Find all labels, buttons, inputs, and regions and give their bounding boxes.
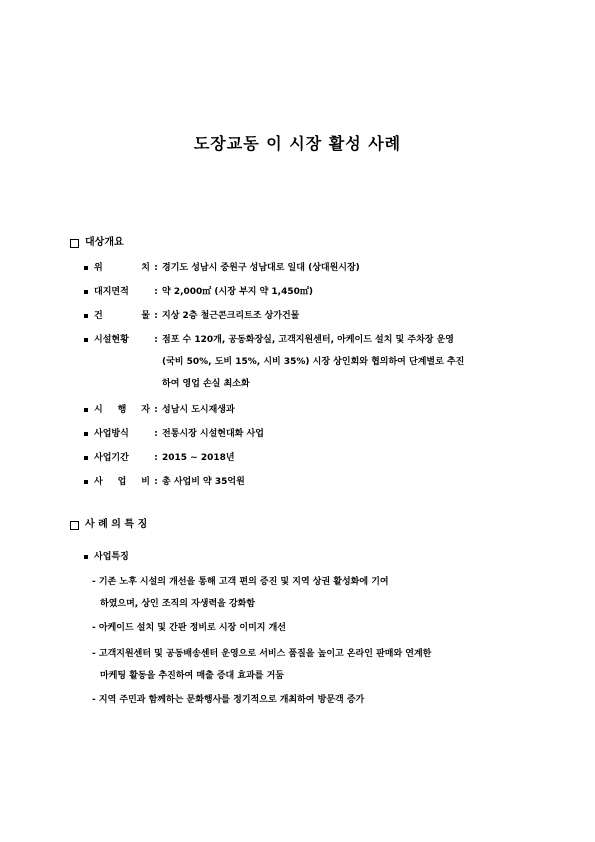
info-value: 총 사업비 약 35억원 [162, 477, 245, 487]
section-heading-label: 대상개요 [85, 237, 124, 248]
bullet-icon [84, 314, 88, 318]
info-value: 전통시장 시설현대화 사업 [162, 429, 264, 439]
section-heading-overview [70, 236, 124, 250]
checkbox-square-icon [70, 521, 79, 530]
feature-item: - 아케이드 설치 및 간판 정비로 시장 이미지 개선 [92, 623, 286, 633]
subheading-project-features [84, 551, 129, 563]
bullet-icon [84, 432, 88, 436]
info-label: 건 물 [94, 311, 150, 321]
info-row-building [84, 310, 299, 322]
colon-separator: : [154, 477, 158, 487]
bullet-icon [84, 266, 88, 270]
document-title: 도장교동 이 시장 활성 사례 [193, 134, 402, 153]
info-row-site-area [84, 286, 313, 298]
section-heading-features [70, 518, 147, 532]
colon-separator: : [154, 287, 158, 297]
info-continuation: 하여 영업 손실 최소화 [162, 379, 250, 389]
subheading-label: 사업특징 [94, 552, 129, 562]
bullet-icon [84, 290, 88, 294]
info-label: 사 업 비 [94, 477, 150, 487]
feature-item: - 지역 주민과 함께하는 문화행사를 정기적으로 개최하여 방문객 증가 [92, 695, 365, 705]
bullet-icon [84, 456, 88, 460]
colon-separator: : [154, 405, 158, 415]
bullet-icon [84, 480, 88, 484]
colon-separator: : [154, 335, 158, 345]
info-row-budget [84, 476, 245, 488]
bullet-icon [84, 338, 88, 342]
info-label: 사업방식 [94, 429, 129, 439]
info-label: 사업기간 [94, 453, 129, 463]
feature-item-continuation: 마케팅 활동을 추진하여 매출 증대 효과를 거둠 [100, 671, 284, 681]
info-label: 시설현황 [94, 335, 129, 345]
info-label: 위 치 [94, 263, 150, 273]
info-value: 성남시 도시재생과 [162, 405, 235, 415]
info-value: 2015 ~ 2018년 [162, 453, 235, 463]
info-label: 대지면적 [94, 287, 129, 297]
info-row-period [84, 452, 235, 464]
info-row-location [84, 262, 360, 274]
info-value: 경기도 성남시 중원구 성남대로 일대 (상대원시장) [162, 263, 360, 273]
bullet-icon [84, 555, 88, 559]
info-value: 점포 수 120개, 공동화장실, 고객지원센터, 아케이드 설치 및 주차장 운영 [162, 335, 454, 345]
section-heading-label: 사 례 의 특 징 [85, 519, 148, 530]
colon-separator: : [154, 429, 158, 439]
info-continuation: (국비 50%, 도비 15%, 시비 35%) 시장 상인회와 협의하여 단계별로 추진 [162, 357, 465, 367]
colon-separator: : [154, 263, 158, 273]
feature-item: - 고객지원센터 및 공동배송센터 운영으로 서비스 품질을 높이고 온라인 판매와 연계한 [92, 649, 432, 659]
colon-separator: : [154, 311, 158, 321]
info-label: 시 행 자 [94, 405, 150, 415]
info-value: 약 2,000㎡ (시장 부지 약 1,450㎡) [162, 287, 313, 297]
colon-separator: : [154, 453, 158, 463]
bullet-icon [84, 408, 88, 412]
info-row-facilities [84, 334, 454, 346]
checkbox-square-icon [70, 239, 79, 248]
info-row-method [84, 428, 264, 440]
feature-item-continuation: 하였으며, 상인 조직의 자생력을 강화함 [100, 599, 256, 609]
info-value: 지상 2층 철근콘크리트조 상가건물 [162, 311, 300, 321]
feature-item: - 기존 노후 시설의 개선을 통해 고객 편의 증진 및 지역 상권 활성화에 기여 [92, 577, 389, 587]
info-row-operator [84, 404, 235, 416]
